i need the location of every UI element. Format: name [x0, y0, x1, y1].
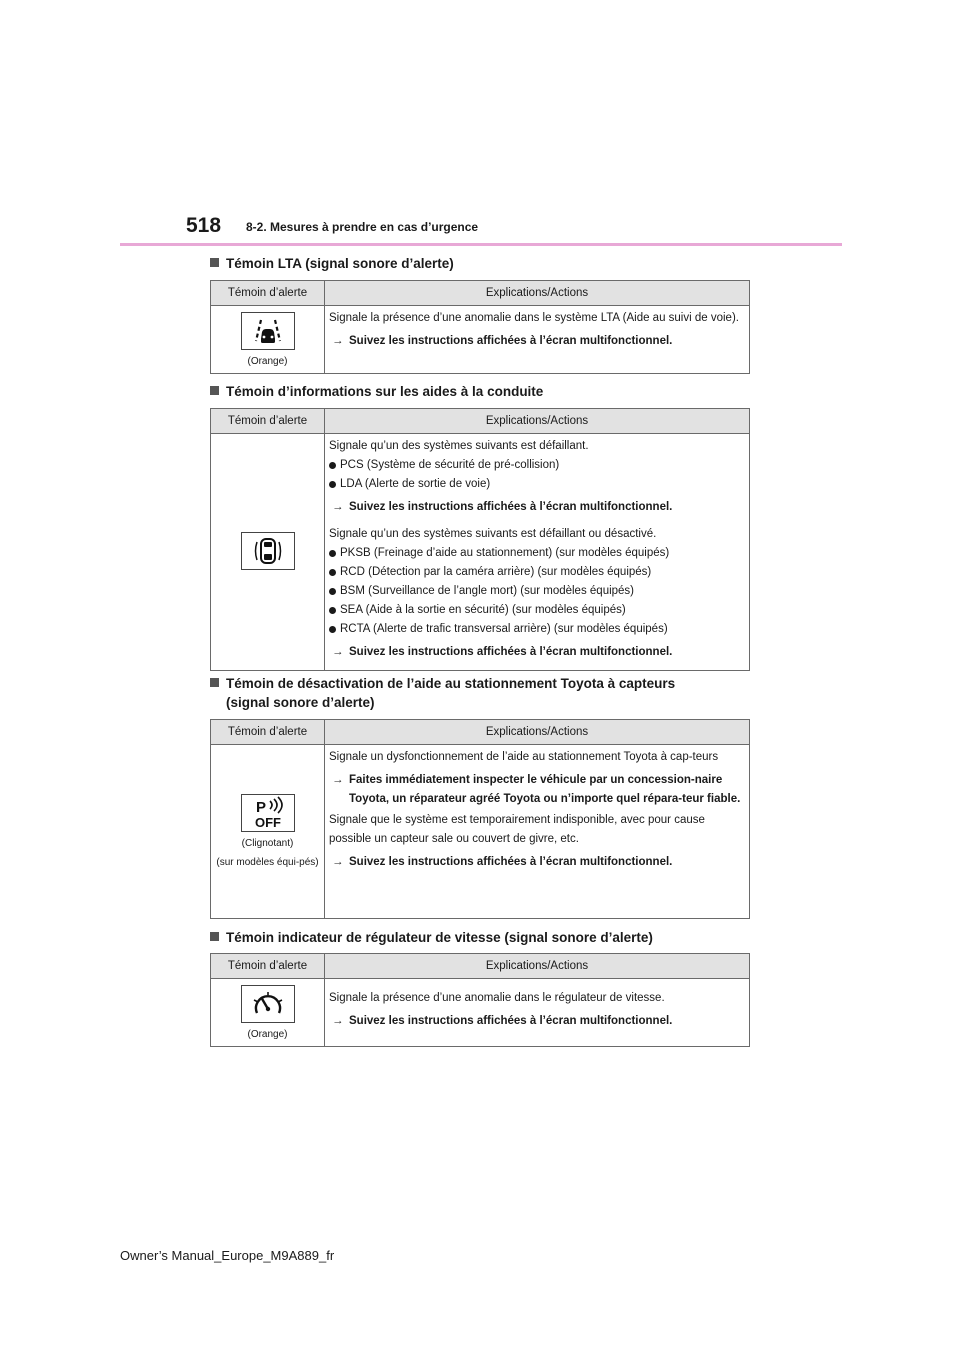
- section-title-parking: [210, 674, 675, 712]
- col-header-indicator: Témoin d’alerte: [211, 281, 325, 306]
- table-parking: [210, 719, 750, 919]
- icon-caption: (Orange): [247, 1028, 288, 1040]
- list-item: RCD (Détection par la caméra arrière) (sur modèles équipés): [329, 563, 745, 582]
- explanation-cell: [325, 306, 750, 374]
- icon-caption: (Orange): [247, 355, 288, 367]
- parking-off-label: OFF: [254, 815, 281, 830]
- action-label: Suivez les instructions affichées à l’écran multifonctionnel.: [349, 856, 673, 868]
- square-bullet-icon: [210, 258, 219, 267]
- list-item: PCS (Système de sécurité de pré-collision): [329, 456, 745, 475]
- parking-sensor-off-icon: [241, 794, 295, 832]
- explanation-text: Signale qu’un des systèmes suivants est défaillant ou désactivé.: [329, 528, 657, 540]
- section-title-text: Témoin LTA (signal sonore d’alerte): [226, 256, 454, 271]
- explanation-cell: [325, 979, 750, 1047]
- arrow-icon: →: [332, 646, 344, 658]
- section-title-text-line2: (signal sonore d’alerte): [226, 695, 375, 710]
- footer-text: Owner’s Manual_Europe_M9A889_fr: [120, 1248, 335, 1263]
- page-number: 518: [186, 214, 222, 237]
- action-text: [329, 1012, 745, 1031]
- col-header-indicator: Témoin d’alerte: [211, 720, 325, 745]
- explanation-text: Signale que le système est temporairement indisponible, avec pour cause possible un capteur sale ou couvert de givre, etc.: [329, 814, 705, 845]
- col-header-indicator: Témoin d’alerte: [211, 954, 325, 979]
- list-item: BSM (Surveillance de l’angle mort) (sur modèles équipés): [329, 582, 745, 601]
- driving-assist-icon: [241, 532, 295, 570]
- action-label: Faites immédiatement inspecter le véhicule par un concession-naire Toyota, un réparateur agréé Toyota ou n’importe quel répara-teur fiable.: [349, 774, 741, 805]
- col-header-explanations: Explications/Actions: [325, 281, 750, 306]
- explanation-text: Signale la présence d’une anomalie dans le système LTA (Aide au suivi de voie).: [329, 312, 739, 324]
- section-title-cruise: [210, 928, 653, 947]
- col-header-indicator: Témoin d’alerte: [211, 409, 325, 434]
- icon-cell: [211, 979, 325, 1047]
- arrow-icon: →: [332, 774, 344, 786]
- chapter-title: 8-2. Mesures à prendre en cas d’urgence: [246, 220, 479, 234]
- section-title-text: Témoin d’informations sur les aides à la conduite: [226, 384, 544, 399]
- action-label: Suivez les instructions affichées à l’écran multifonctionnel.: [349, 501, 673, 513]
- square-bullet-icon: [210, 678, 219, 687]
- col-header-explanations: Explications/Actions: [325, 409, 750, 434]
- lane-trace-assist-icon: [241, 312, 295, 350]
- arrow-icon: →: [332, 501, 344, 513]
- square-bullet-icon: [210, 932, 219, 941]
- arrow-icon: →: [332, 335, 344, 347]
- action-label: Suivez les instructions affichées à l’écran multifonctionnel.: [349, 646, 673, 658]
- explanation-text: Signale la présence d’une anomalie dans le régulateur de vitesse.: [329, 992, 665, 1004]
- action-text: [329, 498, 745, 517]
- arrow-icon: →: [332, 1015, 344, 1027]
- arrow-icon: →: [332, 856, 344, 868]
- table-driving-assist: [210, 408, 750, 671]
- explanation-text: Signale un dysfonctionnement de l’aide au stationnement Toyota à cap-teurs: [329, 751, 719, 763]
- icon-cell: [211, 434, 325, 671]
- explanation-text: Signale qu’un des systèmes suivants est défaillant.: [329, 440, 589, 452]
- action-text: [329, 853, 745, 872]
- icon-cell: [211, 306, 325, 374]
- explanation-cell: [325, 745, 750, 919]
- header-rule: [120, 243, 842, 246]
- section-title-text: Témoin de désactivation de l’aide au stationnement Toyota à capteurs: [226, 676, 676, 691]
- icon-cell: [211, 745, 325, 919]
- list-item: RCTA (Alerte de trafic transversal arrière) (sur modèles équipés): [329, 620, 745, 639]
- list-item: LDA (Alerte de sortie de voie): [329, 475, 745, 494]
- table-lta: [210, 280, 750, 374]
- cruise-control-icon: [241, 985, 295, 1023]
- icon-caption-models: (sur modèles équi-pés): [216, 857, 319, 868]
- action-text: [329, 332, 745, 351]
- action-label: Suivez les instructions affichées à l’écran multifonctionnel.: [349, 335, 673, 347]
- section-title-lta: [210, 254, 454, 273]
- section-title-driving-assist: [210, 382, 543, 401]
- explanation-cell: [325, 434, 750, 671]
- list-item: SEA (Aide à la sortie en sécurité) (sur modèles équipés): [329, 601, 745, 620]
- table-cruise: [210, 953, 750, 1047]
- col-header-explanations: Explications/Actions: [325, 720, 750, 745]
- list-item: PKSB (Freinage d’aide au stationnement) (sur modèles équipés): [329, 544, 745, 563]
- parking-p-label: P: [255, 799, 266, 816]
- action-text: [329, 771, 745, 809]
- col-header-explanations: Explications/Actions: [325, 954, 750, 979]
- icon-caption: (Clignotant): [241, 838, 294, 849]
- section-title-text: Témoin indicateur de régulateur de vitesse (signal sonore d’alerte): [226, 930, 653, 945]
- action-text: [329, 643, 745, 662]
- action-label: Suivez les instructions affichées à l’écran multifonctionnel.: [349, 1015, 673, 1027]
- square-bullet-icon: [210, 386, 219, 395]
